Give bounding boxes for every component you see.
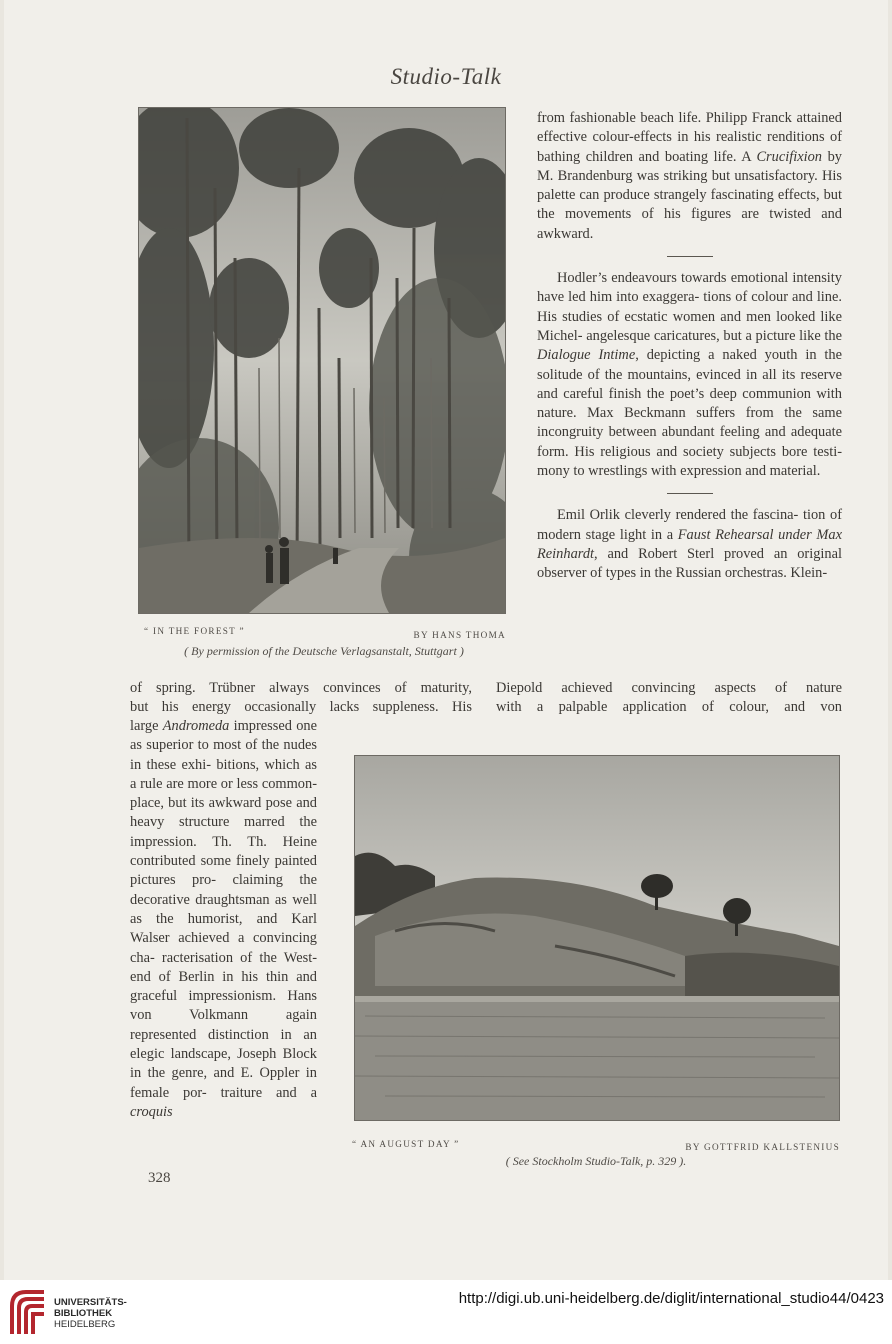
- library-logo-icon: [8, 1288, 48, 1336]
- forest-painting: [138, 107, 506, 614]
- figure2-caption-title: “ AN AUGUST DAY ”: [352, 1139, 460, 1149]
- figure1-caption-artist: BY HANS THOMA: [413, 630, 506, 640]
- figure2-caption-credit: ( See Stockholm Studio-Talk, p. 329 ).: [505, 1154, 687, 1168]
- full-width-right: Diepold achieved convincing aspects of nature with a palpable application of colour, and von: [496, 680, 842, 716]
- paragraph-beach-life: from fashionable beach life. Philipp Franck attained effective colour-effects in his realistic renditions of bathing children and boating life. A Crucifixion by M. Brandenburg was striking but unsatisfactory. His palette can produce strangely fascinating effects, but the movements of his figures are twisted and awkward.: [537, 110, 843, 242]
- forest-painting-art: [139, 108, 505, 613]
- full-width-left: of spring. Trübner always convinces of maturity, but his energy occasionally lacks suppleness. His: [130, 680, 472, 716]
- paragraph-orlik: Emil Orlik cleverly rendered the fascina- tion of modern stage light in a Faust Rehearsal under Max Reinhardt, and Robert Sterl proved an original observer of types in the Russian orchestras. Klein-: [537, 507, 842, 582]
- university-library-logo[interactable]: [8, 1288, 48, 1336]
- figure1-caption-title: “ IN THE FOREST ”: [144, 626, 245, 636]
- august-day-painting-art: [355, 756, 839, 1120]
- august-day-painting: [354, 755, 840, 1121]
- paragraph-hodler: Hodler’s endeavours towards emotional intensity have led him into exaggera- tions of colour and line. His studies of ecstatic women and men looked like Michel- angelesque caricatures, but a picture like the Dialogue Intime, depicting a naked youth in the solitude of the mountains, evinced in all its reserve and careful finish the poet’s deep communion with nature. Max Beckmann suffers from the same incongruity between abundant feeling and adequate form. His religious and society subjects bore testi- mony to wrestlings with expression and material.: [537, 270, 842, 480]
- source-url-link[interactable]: http://digi.ub.uni-heidelberg.de/diglit/international_studio44/0423: [458, 1290, 884, 1307]
- section-divider: [667, 256, 713, 257]
- left-column: [130, 717, 317, 1122]
- paragraph-trubner: large Andromeda impressed one as superior to most of the nudes in these exhi- bitions, which as a rule are more or less common- place, but its awkward pose and heavy structure marred the impression. Th. Th. Heine contributed some finely painted pictures pro- claiming the decorative draughtsman as well as the humorist, and Karl Walser achieved a convincing cha- racterisation of the West-end of Berlin in his thin and graceful impressionism. Hans von Volkmann again represented distinction in an elegic landscape, Joseph Block in the genre, and E. Oppler in female por- traiture and a croquis: [130, 718, 317, 1120]
- figure1-caption-credit: ( By permission of the Deutsche Verlagsanstalt, Stuttgart ): [184, 644, 464, 658]
- section-divider: [667, 493, 713, 494]
- right-column: [537, 109, 842, 584]
- page-number: 328: [148, 1170, 171, 1186]
- running-header: Studio-Talk: [390, 64, 502, 89]
- library-name: UNIVERSITÄTS- BIBLIOTHEK HEIDELBERG: [54, 1297, 127, 1330]
- figure2-caption-artist: BY GOTTFRID KALLSTENIUS: [685, 1142, 840, 1152]
- footer-bar: [0, 1280, 892, 1344]
